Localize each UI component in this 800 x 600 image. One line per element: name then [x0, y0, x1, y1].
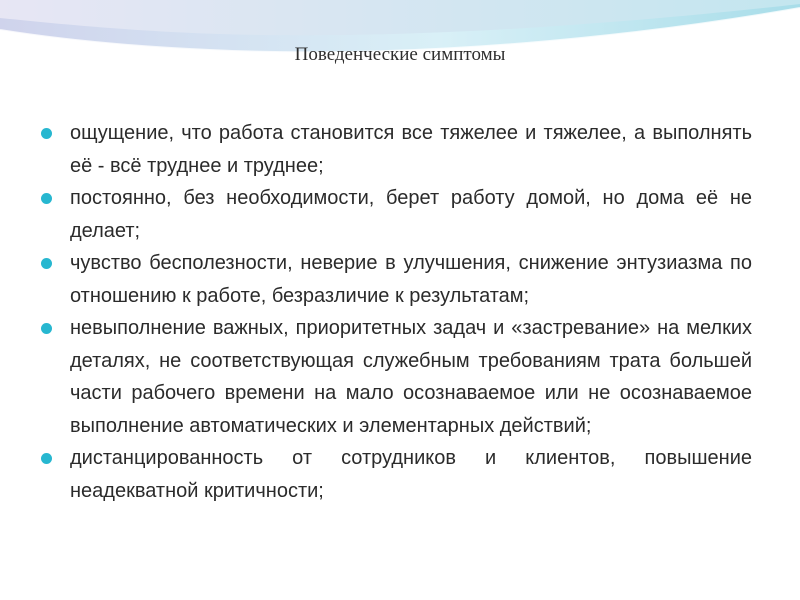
bullet-list	[40, 117, 752, 507]
bullet-text: дистанцированность от сотрудников и клиентов, повышение неадекватной критичности;	[70, 447, 752, 502]
bullet-dot-icon	[41, 128, 52, 139]
bullet-dot-icon	[41, 453, 52, 464]
bullet-dot-icon	[41, 323, 52, 334]
bullet-item	[40, 247, 752, 312]
bullet-item	[40, 117, 752, 182]
bullet-item	[40, 442, 752, 507]
bullet-text: постоянно, без необходимости, берет работу домой, но дома её не делает;	[70, 187, 752, 242]
bullet-item	[40, 312, 752, 442]
bullet-text: чувство бесполезности, неверие в улучшения, снижение энтузиазма по отношению к работе, безразличие к результатам;	[70, 252, 752, 307]
slide-title: Поведенческие симптомы	[294, 44, 506, 65]
bullet-dot-icon	[41, 258, 52, 269]
bullet-text: невыполнение важных, приоритетных задач и «застревание» на мелких деталях, не соответствующая служебным требованиям трата большей части рабочего времени на мало осознаваемое или не осознаваемое выполнение автоматических и элементарных действий;	[70, 317, 752, 437]
bullet-dot-icon	[41, 193, 52, 204]
bullet-item	[40, 182, 752, 247]
bullet-text: ощущение, что работа становится все тяжелее и тяжелее, а выполнять её - всё труднее и труднее;	[70, 122, 752, 177]
